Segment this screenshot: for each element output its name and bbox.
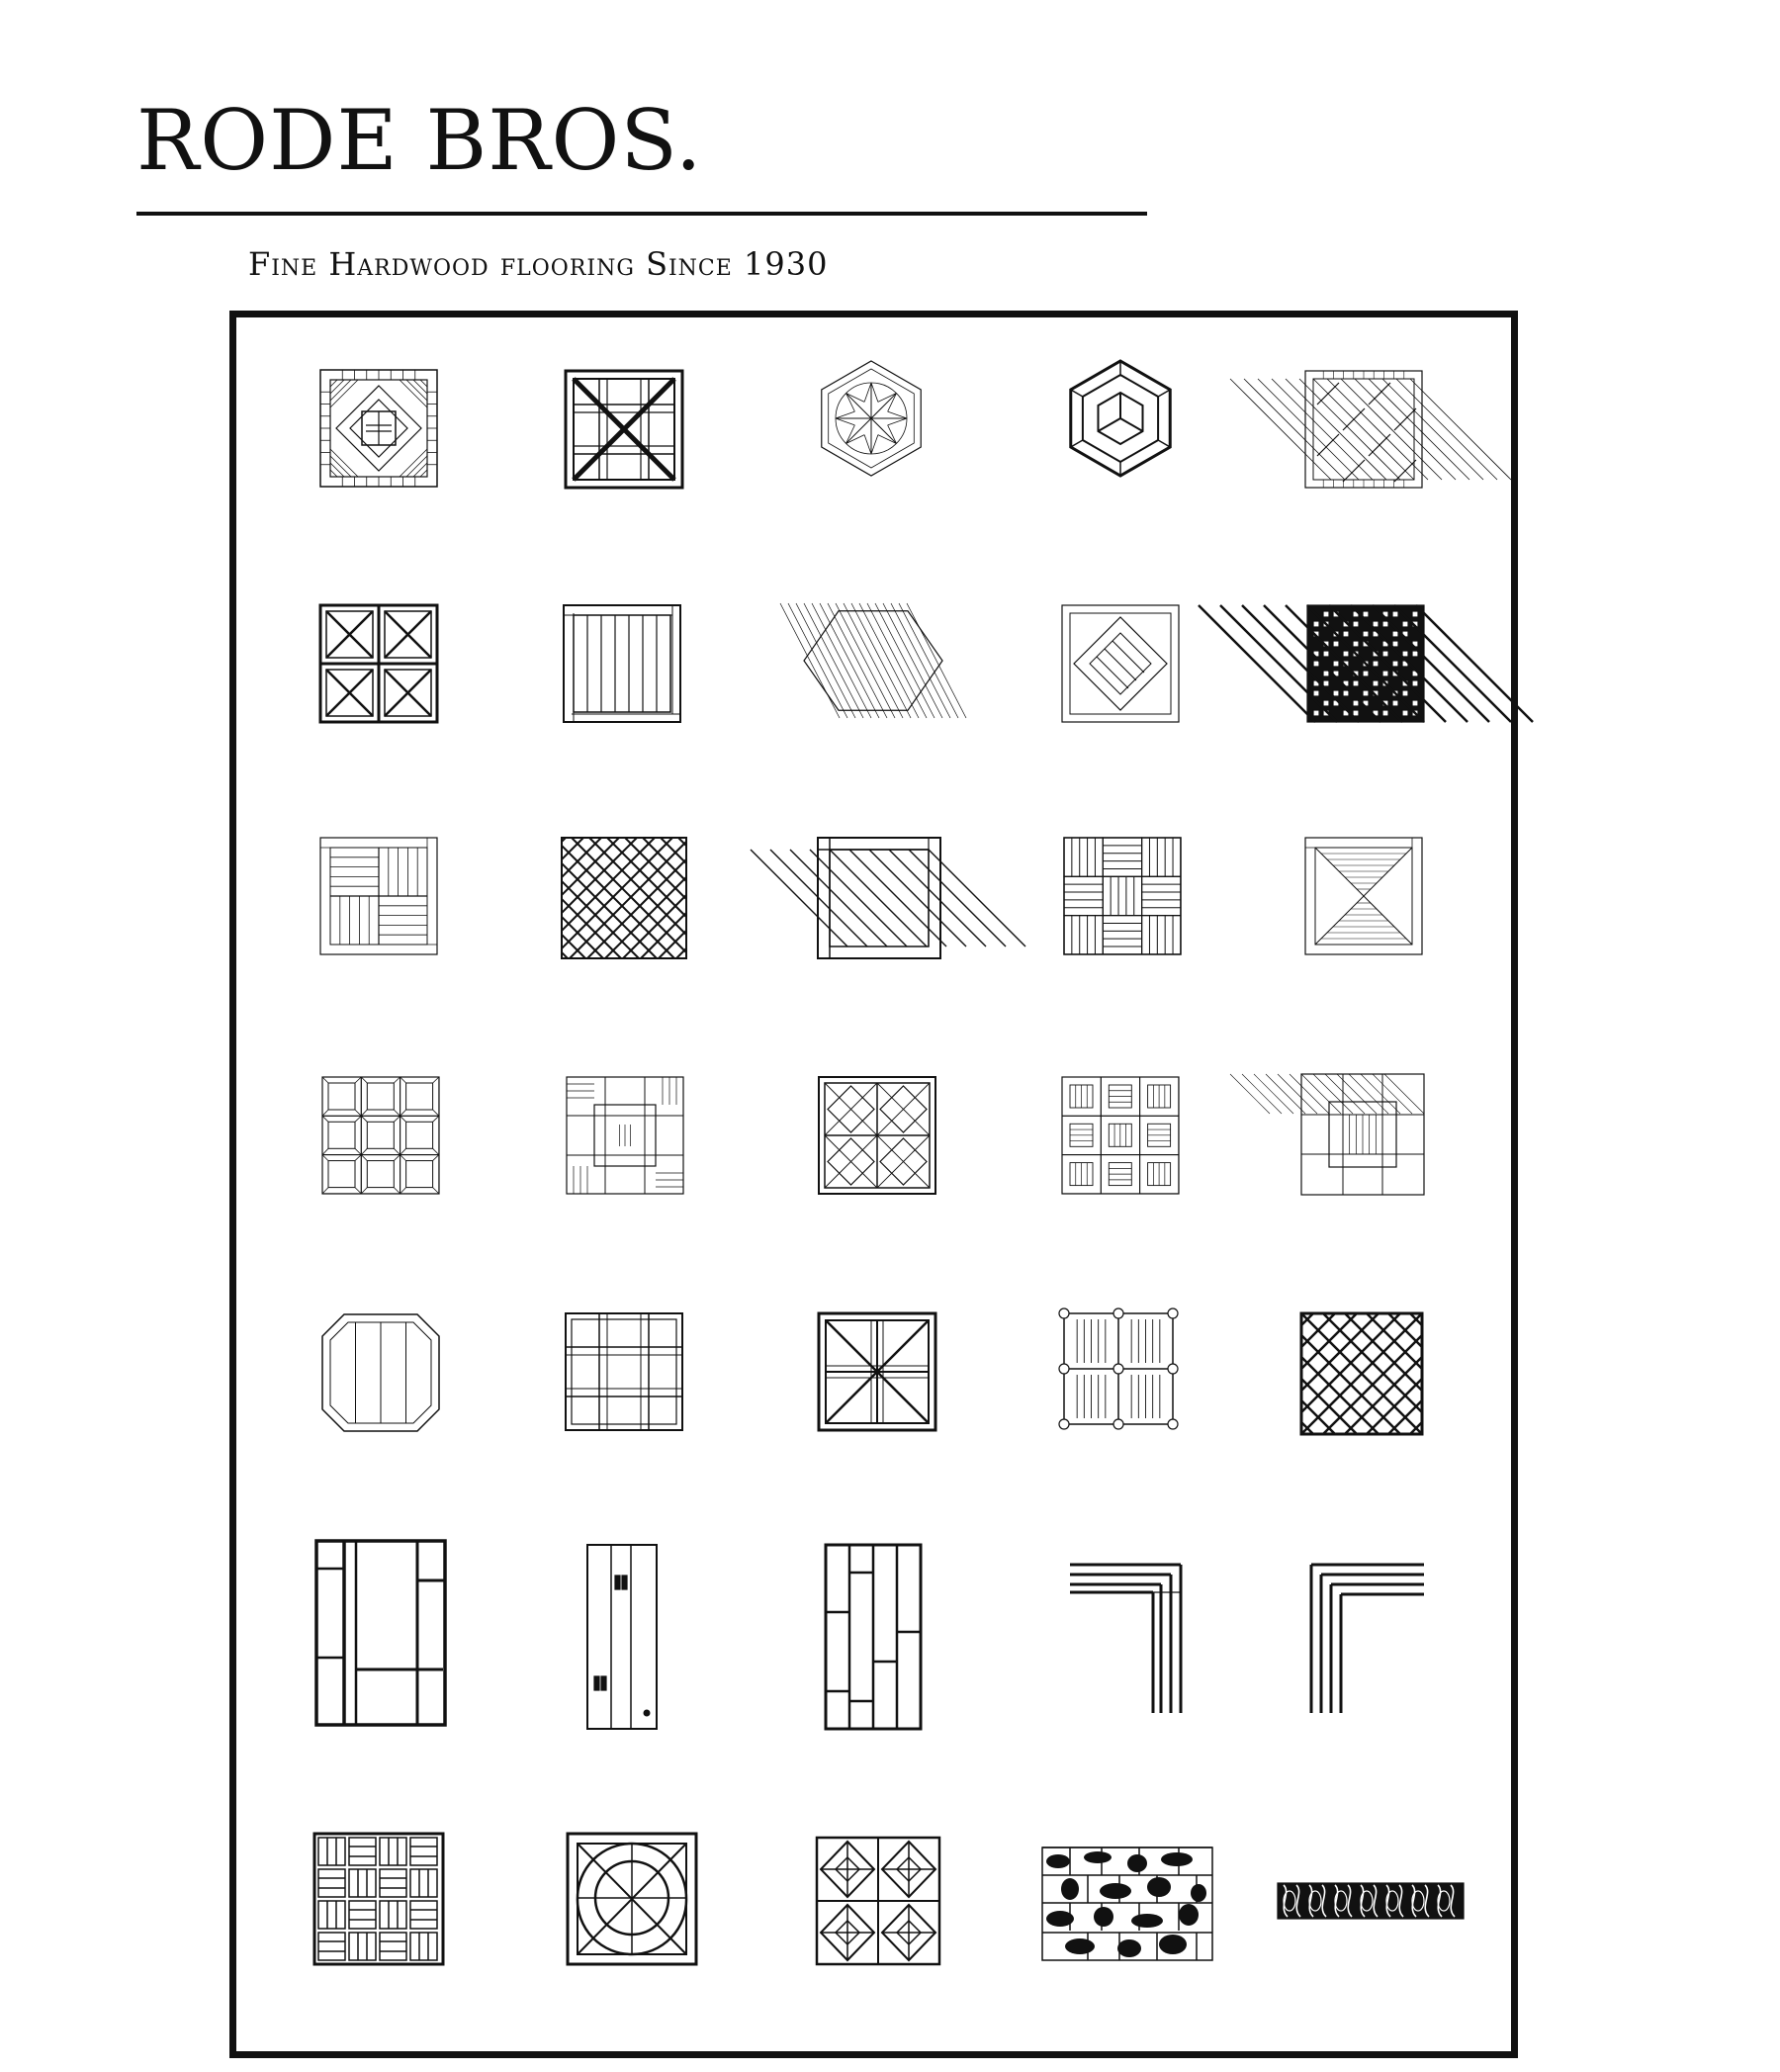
basket-weave-pattern-icon: [312, 1832, 445, 1966]
plank-pattern-icon: [314, 1539, 447, 1727]
arcos-pattern-icon: [566, 1832, 698, 1966]
chateau-pattern-icon: [1060, 358, 1181, 479]
herringbone-pattern-icon: [560, 836, 688, 960]
end-grain-fir-pattern-icon: [1276, 1881, 1466, 1921]
marie-antoinette-american-pattern-icon: [565, 1075, 685, 1196]
phoenix-pattern-icon: [1303, 836, 1424, 956]
bordeaux-pattern-icon: [318, 368, 439, 489]
mitered-border-pattern-icon: [1068, 1561, 1185, 1717]
monticello-split-pattern-icon: [320, 1312, 441, 1433]
plank-with-plugs-pattern-icon: [585, 1543, 659, 1731]
louvre-pattern-icon: [816, 836, 942, 960]
windsor-pattern-icon: [562, 603, 682, 724]
rhombs-pattern-icon: [803, 601, 943, 720]
monticello-solid-pattern-icon: [320, 1075, 441, 1196]
brand-title: RODE BROS.: [136, 92, 703, 189]
block-pattern-icon: [1062, 836, 1183, 956]
cambridge-pattern-icon: [817, 1311, 937, 1432]
citation-pattern-icon: [811, 358, 932, 479]
header-rule: [136, 212, 1147, 216]
brittany-pattern-icon: [1060, 603, 1181, 724]
carrousel-pattern-icon: [318, 603, 439, 724]
victoria-pattern-icon: [815, 1836, 941, 1966]
marie-antoinette-strip-pattern-icon: [1299, 1072, 1426, 1197]
brentwood-pattern-icon: [817, 1075, 937, 1196]
fontainbleau-pattern-icon: [1303, 369, 1424, 490]
chantily-pattern-icon: [564, 369, 684, 490]
marie-antoinette-european-pattern-icon: [1299, 1311, 1424, 1436]
camelot-pattern-icon: [1062, 1311, 1175, 1426]
strip-pattern-icon: [824, 1543, 923, 1731]
monticello-double-picket-pattern-icon: [1060, 1075, 1181, 1196]
block-on-diagonal-pattern-icon: [1305, 603, 1426, 724]
alamo-mesquite-pattern-icon: [1040, 1846, 1214, 1962]
solid-center-ama-pattern-icon: [564, 1311, 684, 1432]
tagline: Fine Hardwood flooring Since 1930: [248, 245, 829, 283]
log-cabin-border-pattern-icon: [1307, 1561, 1430, 1717]
lokey-pattern-icon: [318, 836, 439, 956]
